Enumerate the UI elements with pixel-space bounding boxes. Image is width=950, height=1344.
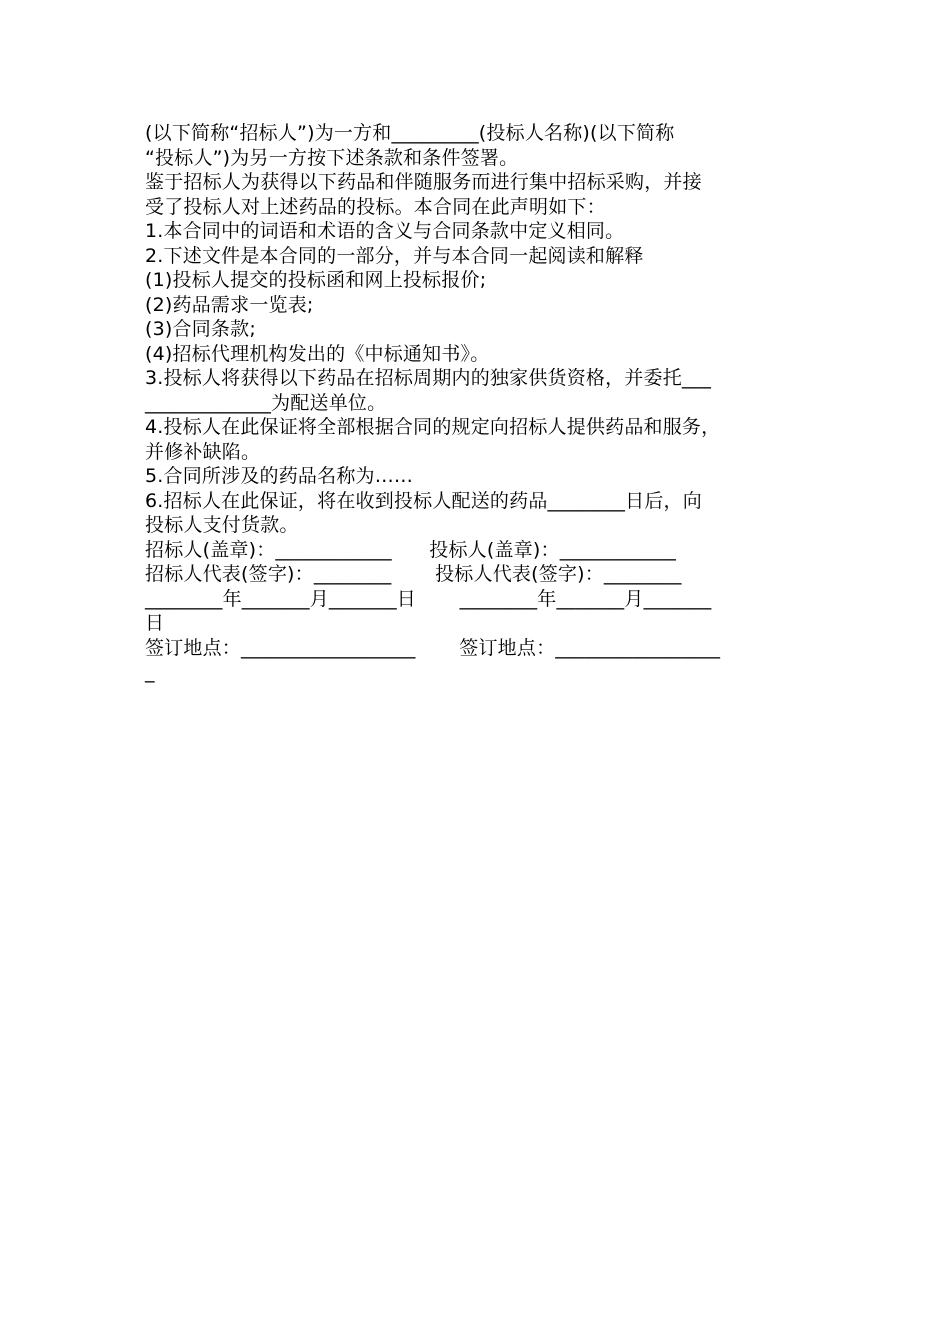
paragraph-line: (以下简称“招标人”)为一方和_________(投标人名称)(以下简称 [145,122,675,144]
clause-2-item-3: (3)合同条款; [145,318,256,340]
paragraph-line: “投标人”)为另一方按下述条款和条件签署。 [145,146,519,169]
clause-6: 6.招标人在此保证，将在收到投标人配送的药品________日后，向 [145,489,702,512]
clause-3: 3.投标人将获得以下药品在招标周期内的独家供货资格，并委托___ [145,367,712,389]
clause-6-cont: 投标人支付货款。 [145,514,299,536]
clause-2-item-1: (1)投标人提交的投标函和网上投标报价; [145,269,487,291]
signature-line: 招标人代表(签字)：________ 投标人代表(签字)：________ [145,563,682,585]
paragraph-line: 受了投标人对上述药品的投标。本合同在此声明如下： [145,195,606,218]
clause-2-item-2: (2)药品需求一览表; [145,293,314,316]
clause-5: 5.合同所涉及的药品名称为…… [145,465,414,487]
signing-place-cont: _ [145,661,155,683]
paragraph-line: 鉴于招标人为获得以下药品和伴随服务而进行集中招标采购，并接 [145,171,702,193]
clause-2-item-4: (4)招标代理机构发出的《中标通知书》。 [145,342,490,365]
clause-1: 1.本合同中的词语和术语的含义与合同条款中定义相同。 [145,220,625,242]
contract-body [145,121,815,685]
clause-3-cont: _____________为配送单位。 [145,391,387,414]
date-line-cont: 日 [145,612,165,634]
clause-2: 2.下述文件是本合同的一部分，并与本合同一起阅读和解释 [145,244,644,267]
clause-4-cont: 并修补缺陷。 [145,440,261,463]
signing-place-line: 签订地点：__________________ 签订地点：_________________ [145,636,721,659]
date-line: ________年_______月_______日 ________年_______月_______ [145,587,712,610]
clause-4: 4.投标人在此保证将全部根据合同的规定向招标人提供药品和服务， [145,416,721,438]
seal-line: 招标人(盖章)：____________ 投标人(盖章)：____________ [145,538,677,561]
